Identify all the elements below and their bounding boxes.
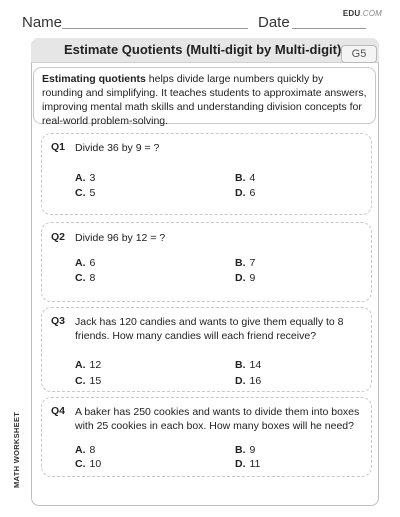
date-field[interactable] <box>292 28 366 29</box>
brand-logo: EDU.COM <box>342 9 382 18</box>
worksheet-title: Estimate Quotients (Multi-digit by Multi-digit) <box>64 42 342 57</box>
question-card <box>41 307 372 392</box>
date-label: Date <box>258 14 290 31</box>
option-a[interactable]: A. 12 <box>75 359 102 371</box>
intro-box <box>33 67 376 127</box>
question-text: Divide 36 by 9 = ? <box>75 142 160 154</box>
question-text: Divide 96 by 12 = ? <box>75 232 166 244</box>
name-field[interactable] <box>62 28 248 29</box>
side-label: MATH WORKSHEET <box>12 411 21 488</box>
option-d[interactable]: D. 11 <box>235 458 261 470</box>
question-number: Q3 <box>51 315 66 327</box>
grade-badge: G5 <box>341 45 377 63</box>
option-a[interactable]: A. 3 <box>75 172 96 184</box>
option-d[interactable]: D. 6 <box>235 187 256 199</box>
question-number: Q1 <box>51 141 66 153</box>
question-text: A baker has 250 cookies and wants to divide them into boxes with 25 cookies in each box. How many boxes will he need? <box>75 406 360 432</box>
option-b[interactable]: B. 7 <box>235 257 256 269</box>
option-c[interactable]: C. 8 <box>75 272 96 284</box>
question-number: Q2 <box>51 231 66 243</box>
question-card <box>41 222 372 302</box>
option-d[interactable]: D. 9 <box>235 272 256 284</box>
option-b[interactable]: B. 4 <box>235 172 256 184</box>
question-text: Jack has 120 candies and wants to give them equally to 8 friends. How many candies will each friend receive? <box>75 316 344 342</box>
question-card <box>41 133 372 215</box>
option-c[interactable]: C. 5 <box>75 187 96 199</box>
option-d[interactable]: D. 16 <box>235 375 262 387</box>
intro-bold: Estimating quotients <box>42 73 146 85</box>
option-c[interactable]: C. 15 <box>75 375 102 387</box>
option-c[interactable]: C. 10 <box>75 458 102 470</box>
option-b[interactable]: B. 9 <box>235 444 256 456</box>
intro-text: helps divide large numbers quickly by rounding and simplifying. It teaches students to approximate answers, improving mental math skills and understanding division concepts for real-world problem-solving. <box>42 73 367 127</box>
question-card <box>41 397 372 477</box>
option-b[interactable]: B. 14 <box>235 359 262 371</box>
question-number: Q4 <box>51 405 66 417</box>
option-a[interactable]: A. 6 <box>75 257 96 269</box>
name-label: Name <box>22 14 63 31</box>
option-a[interactable]: A. 8 <box>75 444 96 456</box>
